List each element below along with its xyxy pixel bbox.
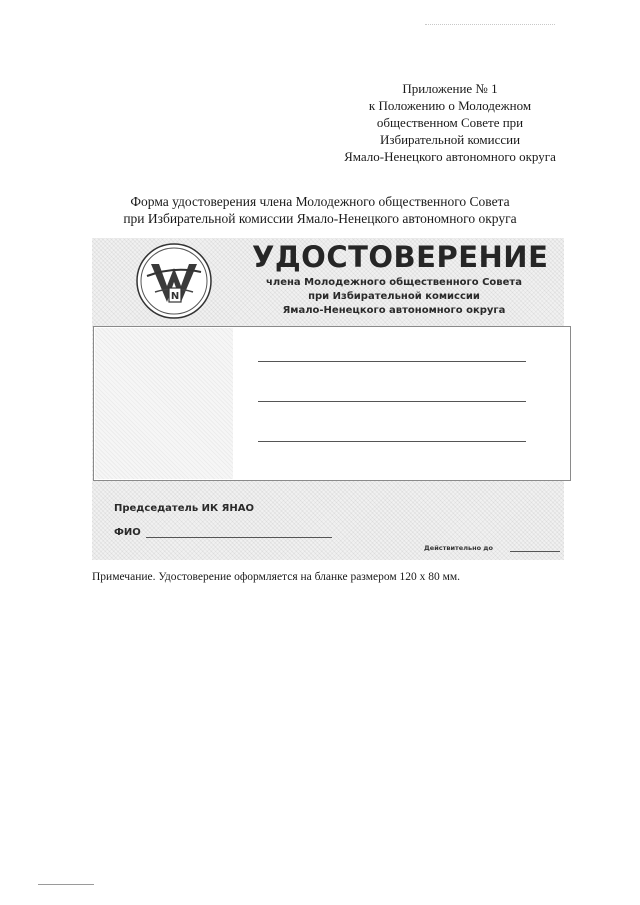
note-text: Примечание. Удостоверение оформляется на бланке размером 120 х 80 мм. <box>92 571 461 583</box>
form-title <box>60 193 580 227</box>
svg-text:N: N <box>170 291 180 302</box>
appendix-line: Приложение № 1 <box>402 81 498 96</box>
appendix-line: Ямало-Ненецкого автономного округа <box>344 149 556 164</box>
card-subtitle-line: члена Молодежного общественного Совета <box>266 277 522 288</box>
fio-label: ФИО <box>114 527 141 538</box>
form-title-line: при Избирательной комиссии Ямало-Ненецкого автономного округа <box>123 211 517 226</box>
appendix-line: к Положению о Молодежном <box>368 98 532 113</box>
card-subtitle-line: при Избирательной комиссии <box>308 291 480 302</box>
chairman-label: Председатель ИК ЯНАО <box>114 503 254 514</box>
fill-line <box>258 441 526 442</box>
card-title: УДОСТОВЕРЕНИЕ <box>252 240 549 274</box>
fill-line <box>258 361 526 362</box>
scan-artifact-line <box>38 884 94 885</box>
photo-placeholder <box>95 328 233 479</box>
appendix-line: Избирательной комиссии <box>379 132 521 147</box>
commission-emblem-icon <box>135 242 213 320</box>
card-subtitle-line: Ямало-Ненецкого автономного округа <box>282 305 506 316</box>
valid-until-label: Действительно до <box>424 544 494 552</box>
fill-line <box>258 401 526 402</box>
fio-line <box>146 537 332 538</box>
appendix-line: общественном Совете при <box>376 115 524 130</box>
scan-artifact-line <box>425 24 555 25</box>
appendix-header <box>300 80 600 165</box>
valid-until-line <box>510 551 560 552</box>
card-inner-frame <box>93 326 571 481</box>
id-card-sample <box>92 238 564 560</box>
form-title-line: Форма удостоверения члена Молодежного общественного Совета <box>130 194 510 209</box>
card-subtitle <box>252 276 536 318</box>
